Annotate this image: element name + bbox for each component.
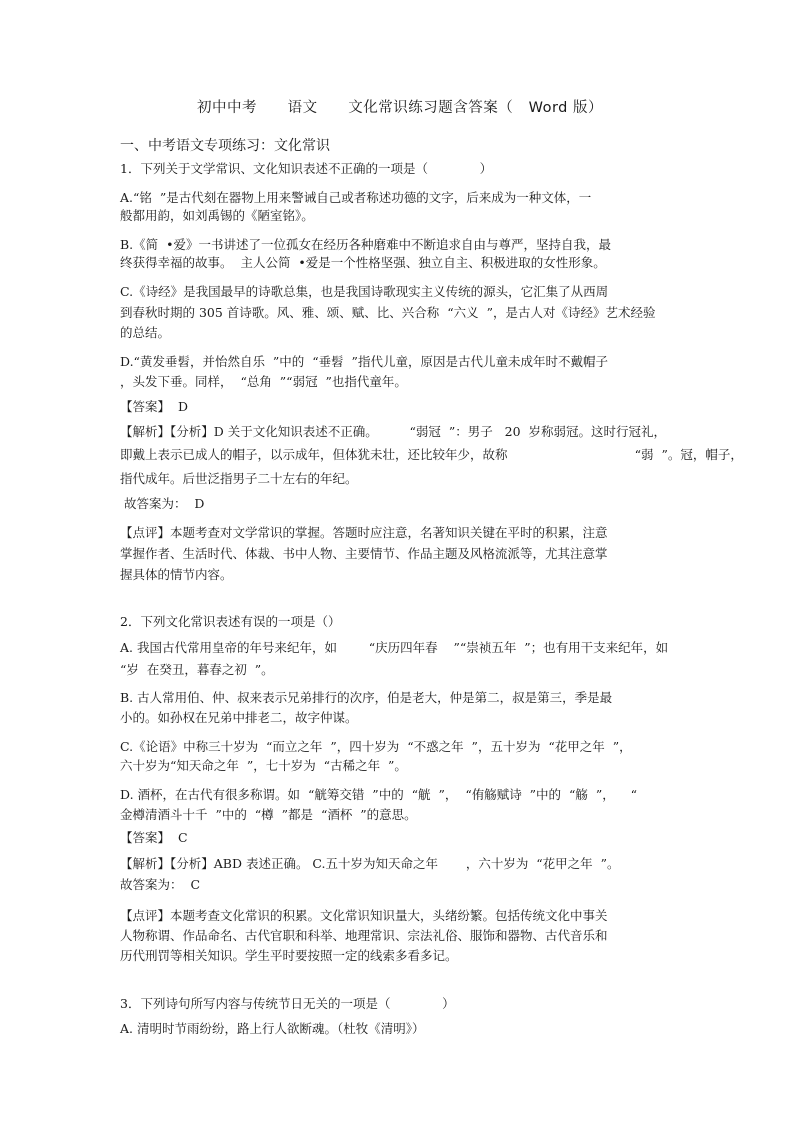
question-1-answer: 【答案】 D (120, 399, 188, 414)
question-2-option-b-line-2: 小的。如孙权在兄弟中排老二，故字仲谋。 (120, 710, 358, 725)
question-2-option-a-line-2: “岁 在癸丑，暮春之初 ”。 (120, 662, 274, 677)
question-3-stem: 3．下列诗句所写内容与传统节日无关的一项是（ ） (120, 996, 455, 1011)
question-2-option-c-line-2: 六十岁为“知天命之年 ”，七十岁为 “古稀之年 ”。 (120, 758, 407, 773)
question-1-analysis-line-3: 指代成年。后世泛指男子二十左右的年纪。 (120, 471, 358, 486)
question-1-analysis-line-2: 即戴上表示已成人的帽子，以示成年，但体犹未壮，还比较年少，故称 “弱 ”。冠，帽子， (120, 447, 743, 462)
question-2-analysis-line-1: 【解析】【分析】ABD 表述正确。 C.五十岁为知天命之年 ，六十岁为 “花甲之年 ”。 (120, 856, 620, 871)
question-3-option-a-line-1: A. 清明时节雨纷纷，路上行人欲断魂。（杜牧《清明》） (120, 1021, 425, 1036)
question-1-stem: 1．下列关于文学常识、文化知识表述不正确的一项是（ ） (120, 161, 493, 176)
question-1-option-a-line-1: A.“铭 ”是古代刻在器物上用来警诫自己或者称述功德的文字，后来成为一种文体，一 (120, 190, 592, 205)
question-2-comment-line-2: 人物称谓、作品命名、古代官职和科举、地理常识、宗法礼俗、服饰和器物、古代音乐和 (120, 928, 608, 943)
section-heading: 一、中考语文专项练习：文化常识 (120, 138, 330, 154)
question-1-option-b-line-1: B.《简 •爱》一书讲述了一位孤女在经历各种磨难中不断追求自由与尊严，坚持自我，最 (120, 237, 611, 252)
question-1-option-d-line-2: ，头发下垂。同样， “总角 ”“弱冠 ”也指代童年。 (120, 374, 407, 389)
question-1-option-a-line-2: 般都用韵，如刘禹锡的《陋室铭》。 (120, 208, 314, 223)
question-2-answer: 【答案】 C (120, 830, 188, 845)
question-1-comment-line-1: 【点评】本题考查对文学常识的掌握。答题时应注意，名著知识关键在平时的积累，注意 (120, 525, 608, 540)
question-2-option-a-line-1: A. 我国古代常用皇帝的年号来纪年，如 “庆历四年春 ”“崇祯五年 ”；也有用干支来纪年，如 (120, 640, 669, 655)
question-1-conclusion: 故答案为： D (120, 496, 205, 511)
question-1-option-c-line-2: 到春秋时期的 305 首诗歌。风、雅、颂、赋、比、兴合称 “六义 ”，是古人对《诗经》艺术经验 (120, 305, 656, 320)
question-1-analysis-line-1: 【解析】【分析】D 关于文化知识表述不正确。 “弱冠 ”：男子 20 岁称弱冠。这时行冠礼， (120, 424, 667, 439)
question-2-option-c-line-1: C.《论语》中称三十岁为 “而立之年 ”，四十岁为 “不惑之年 ”，五十岁为 “花甲之年 ”， (120, 739, 632, 754)
question-2-comment-line-1: 【点评】本题考查文化常识的积累。文化常识知识量大，头绪纷繁。包括传统文化中事关 (120, 908, 608, 923)
question-2-stem: 2．下列文化常识表述有误的一项是（） (120, 614, 341, 629)
page-title: 初中中考 语文 文化常识练习题含答案（ Word 版） (196, 100, 603, 116)
question-2-option-d-line-1: D. 酒杯，在古代有很多称谓。如 “觥筹交错 ”中的 “觥 ”， “侑觞赋诗 ”中的 “觞 ”， “ (120, 787, 638, 802)
question-2-conclusion: 故答案为： C (120, 877, 201, 892)
question-2-option-d-line-2: 金樽清酒斗十千 ”中的 “樽 ”都是 “酒杯 ”的意思。 (120, 807, 417, 822)
question-1-comment-line-2: 掌握作者、生活时代、体裁、书中人物、主要情节、作品主题及风格流派等，尤其注意掌 (120, 546, 608, 561)
question-2-comment-line-3: 历代刑罚等相关知识。学生平时要按照一定的线索多看多记。 (120, 948, 458, 963)
question-2-option-b-line-1: B. 古人常用伯、仲、叔来表示兄弟排行的次序，伯是老大，仲是第二，叔是第三，季是最 (120, 690, 613, 705)
question-1-option-c-line-1: C.《诗经》是我国最早的诗歌总集，也是我国诗歌现实主义传统的源头，它汇集了从西周 (120, 284, 609, 299)
question-1-comment-line-3: 握具体的情节内容。 (120, 567, 233, 582)
question-1-option-b-line-2: 终获得幸福的故事。 主人公简 •爱是一个性格坚强、独立自主、积极进取的女性形象。 (120, 255, 606, 270)
question-1-option-c-line-3: 的总结。 (120, 325, 171, 340)
question-1-option-d-line-1: D.“黄发垂髫，并怡然自乐 ”中的 “垂髫 ”指代儿童，原因是古代儿童未成年时不戴帽子 (120, 354, 608, 369)
